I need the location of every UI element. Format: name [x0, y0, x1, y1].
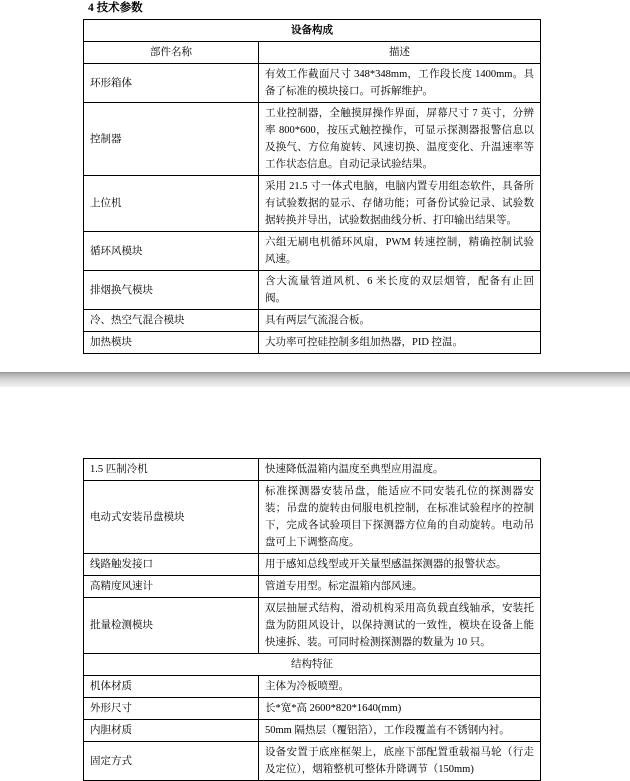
component-name-cell: 控制器 [84, 103, 259, 176]
component-name-cell: 1.5 匹制冷机 [84, 459, 259, 481]
table-row [84, 103, 541, 176]
component-name-cell: 批量检测模块 [84, 598, 259, 654]
component-name-cell: 机体材质 [84, 676, 259, 698]
component-name-cell: 循环风模块 [84, 232, 259, 271]
component-name-cell: 排烟换气模块 [84, 271, 259, 310]
description-cell: 快速降低温箱内温度至典型应用温度。 [259, 459, 541, 481]
table-row [84, 64, 541, 103]
component-name-cell: 内胆材质 [84, 720, 259, 742]
table-row [84, 676, 541, 698]
description-cell: 有效工作截面尺寸 348*348mm，工作段长度 1400mm。具备了标准的模块接口。可拆解维护。 [259, 64, 541, 103]
component-name-cell: 上位机 [84, 176, 259, 232]
description-cell: 采用 21.5 寸一体式电脑，电脑内置专用组态软件，具备所有试验数据的显示、存储功能；可备份试验记录、试验数据转换并导出，试验数据曲线分析、打印输出结果等。 [259, 176, 541, 232]
description-cell: 用于感知总线型或开关量型感温探测器的报警状态。 [259, 554, 541, 576]
component-name-cell: 加热模块 [84, 332, 259, 354]
description-cell: 六组无刷电机循环风扇，PWM 转速控制，精确控制试验风速。 [259, 232, 541, 271]
description-cell: 设备安置于底座框架上，底座下部配置重载福马轮（行走及定位），烟箱整机可整体升降调节（150mm) [259, 742, 541, 781]
description-cell: 具有两层气流混合板。 [259, 310, 541, 332]
table-row [84, 232, 541, 271]
component-name-cell: 冷、热空气混合模块 [84, 310, 259, 332]
description-cell: 双层抽屉式结构，滑动机构采用高负载直线轴承，安装托盘为防阻风设计，以保持测试的一致性，模块在设备上能快速拆、装。可同时检测探测器的数量为 10 只。 [259, 598, 541, 654]
structure-feature-table [83, 458, 541, 781]
table-row [84, 459, 541, 481]
section-heading: 4 技术参数 [88, 2, 143, 14]
table-section-header: 结构特征 [84, 654, 541, 676]
component-name-cell: 固定方式 [84, 742, 259, 781]
table-row [84, 481, 541, 554]
description-cell: 主体为冷板喷塑。 [259, 676, 541, 698]
component-name-cell: 高精度风速计 [84, 576, 259, 598]
table-row [84, 720, 541, 742]
component-name-cell: 电动式安装吊盘模块 [84, 481, 259, 554]
description-cell: 管道专用型。标定温箱内部风速。 [259, 576, 541, 598]
table-row [84, 271, 541, 310]
table-row [84, 576, 541, 598]
table-section-header-row [84, 20, 541, 42]
table-row [84, 598, 541, 654]
description-cell: 含大流量管道风机、6 米长度的双层烟管，配备有止回阀。 [259, 271, 541, 310]
table-row [84, 332, 541, 354]
table-row [84, 554, 541, 576]
table-section-header: 设备构成 [84, 20, 541, 42]
page-break-divider [0, 372, 630, 387]
component-name-cell: 线路触发接口 [84, 554, 259, 576]
table-column-header-row [84, 42, 541, 64]
table-row [84, 310, 541, 332]
table-row [84, 176, 541, 232]
column-header-name: 部件名称 [84, 42, 259, 64]
description-cell: 长*宽*高 2600*820*1640(mm) [259, 698, 541, 720]
column-header-desc: 描述 [259, 42, 541, 64]
table-row [84, 742, 541, 781]
description-cell: 50mm 隔热层（覆铝箔），工作段覆盖有不锈钢内衬。 [259, 720, 541, 742]
description-cell: 标准探测器安装吊盘，能适应不同安装孔位的探测器安装；吊盘的旋转由伺服电机控制，在标准试验程序的控制下，完成各试验项目下探测器方位角的自动旋转。电动吊盘可上下调整高度。 [259, 481, 541, 554]
table-row [84, 698, 541, 720]
description-cell: 大功率可控硅控制多组加热器，PID 控温。 [259, 332, 541, 354]
equipment-composition-table [83, 19, 541, 354]
component-name-cell: 外形尺寸 [84, 698, 259, 720]
component-name-cell: 环形箱体 [84, 64, 259, 103]
description-cell: 工业控制器，全触摸屏操作界面，屏幕尺寸 7 英寸，分辨率 800*600，按压式触控操作，可显示探测器报警信息以及换气、方位角旋转、风速切换、温度变化、升温速率等工作状态信息。自动记录试验结果。 [259, 103, 541, 176]
table-section-header-row [84, 654, 541, 676]
